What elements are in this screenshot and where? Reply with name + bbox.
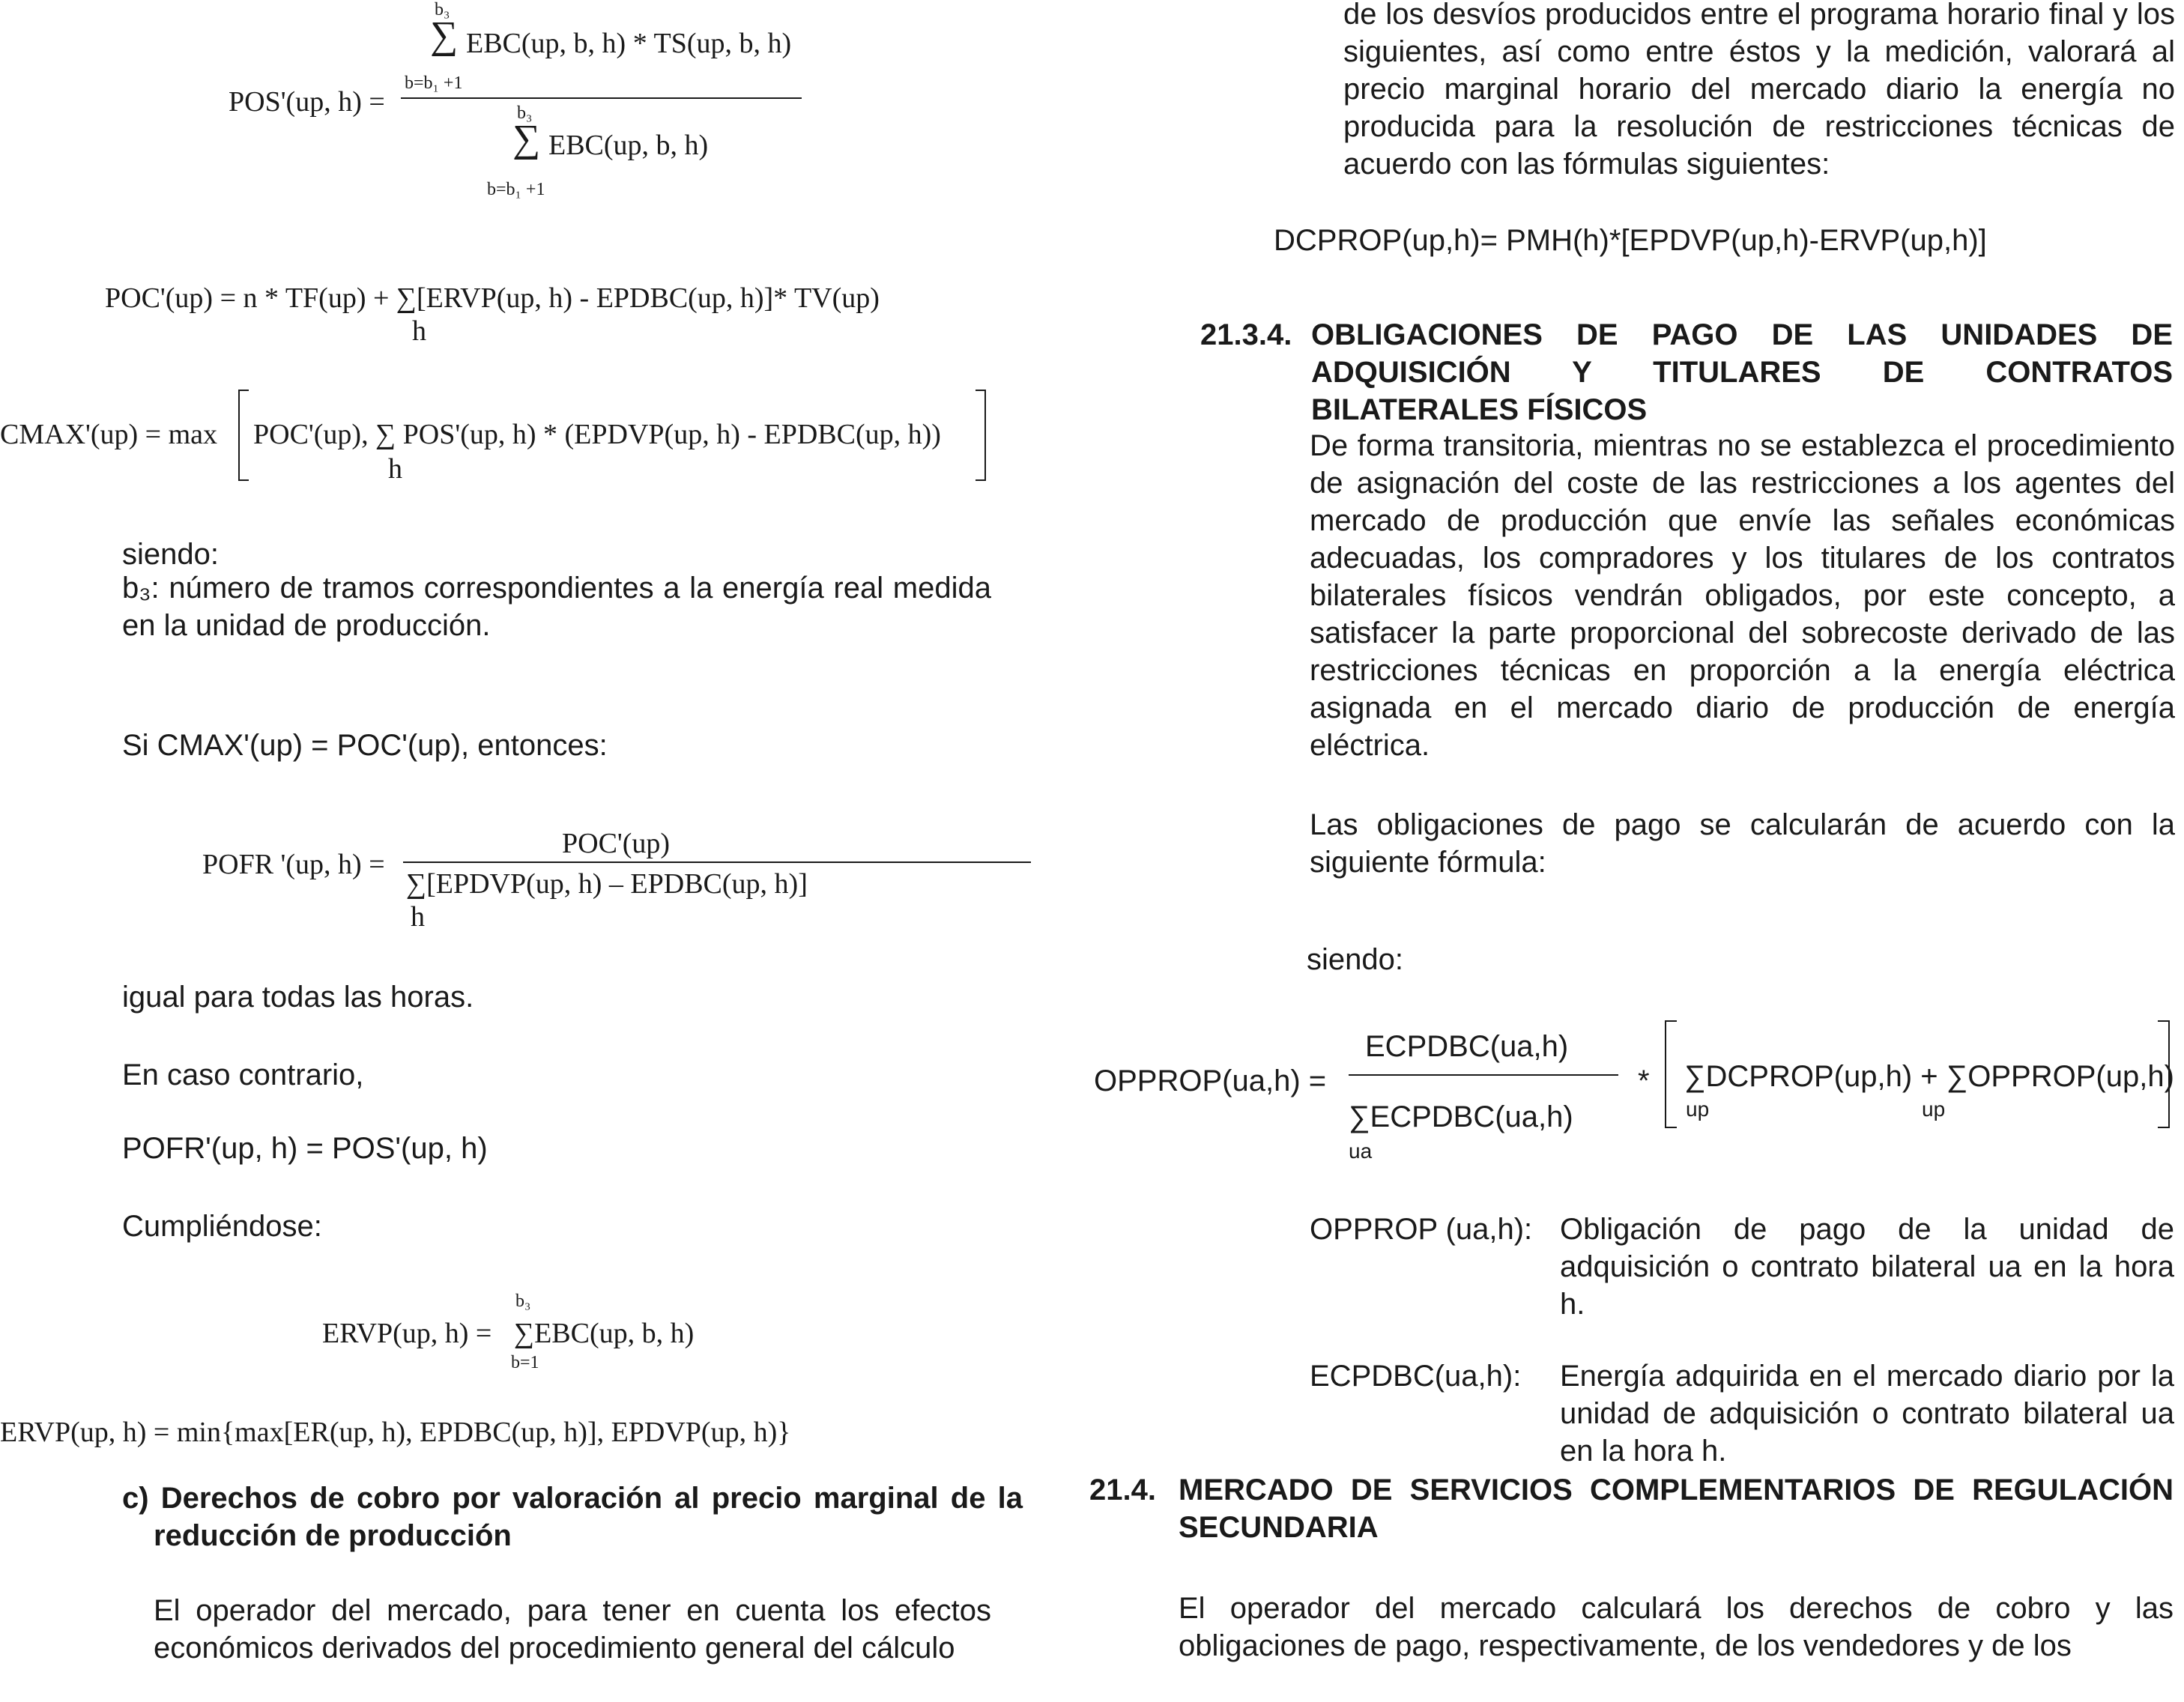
- opprop-lhs: OPPROP(ua,h) =: [1094, 1064, 1327, 1097]
- formula-opprop: [1094, 1020, 2180, 1170]
- right-siendo: siendo:: [1307, 943, 1403, 976]
- si-cmax-text: Si CMAX'(up) = POC'(up), entonces:: [122, 729, 608, 762]
- pos-den-expr: EBC(up, b, h): [548, 130, 709, 161]
- para-c: El operador del mercado, para tener en cuenta los efectos económicos derivados del procedimiento general del cálculo: [154, 1594, 991, 1665]
- pos-num-sigma: ∑: [430, 14, 459, 57]
- opprop-star: *: [1638, 1064, 1650, 1097]
- pos-den-lower: b=b₁ +1: [487, 180, 545, 199]
- opprop-den: ∑ECPDBC(ua,h): [1349, 1100, 1573, 1133]
- pofr-under: h: [411, 901, 425, 933]
- cmax-bracket-left: [238, 390, 249, 481]
- heading-21-3-4: OBLIGACIONES DE PAGO DE LAS UNIDADES DE ADQUISICIÓN Y TITULARES DE CONTRATOS BILATERALES FÍSICOS: [1311, 318, 2173, 426]
- igual-text: igual para todas las horas.: [122, 981, 474, 1014]
- opprop-under-2: up: [1922, 1097, 1946, 1121]
- ervp-sum-lower: b=1: [511, 1353, 539, 1372]
- opprop-term: ∑DCPROP(up,h) + ∑OPPROP(up,h): [1684, 1060, 2174, 1093]
- para-obligaciones: Las obligaciones de pago se calcularán de acuerdo con la siguiente fórmula:: [1310, 808, 2175, 879]
- opprop-den-under: ua: [1349, 1139, 1373, 1163]
- ervp-sum-upper: b₃: [515, 1291, 531, 1311]
- cmax-under: h: [388, 453, 402, 485]
- left-siendo: siendo:: [122, 538, 219, 571]
- opprop-bracket-right: [2158, 1020, 2170, 1128]
- pofr-fraction-line: [403, 861, 1031, 863]
- formula-dcprop: DCPROP(up,h)= PMH(h)*[EPDVP(up,h)-ERVP(up,h)]: [1274, 224, 1987, 257]
- para-transitoria: De forma transitoria, mientras no se establezca el procedimiento de asignación del coste de las restricciones a los agentes del mercado de producción que envíe las señales económicas adecuadas, los compradores y los titulares de los contratos bilaterales físicos vendrán obligados, por este concepto, a satisfacer la parte proporcional del sobrecoste derivado de las restricciones técnicas en proporción a la energía eléctrica asignada en el mercado diario de producción de energía eléctrica.: [1310, 429, 2175, 762]
- heading-c: c) Derechos de cobro por valoración al precio marginal de la reducción de producción: [122, 1482, 1023, 1552]
- opprop-fraction-line: [1349, 1074, 1618, 1076]
- heading-21-3-4-number: 21.3.4.: [1200, 318, 1292, 351]
- cmax-lhs: CMAX'(up) = max: [0, 419, 218, 450]
- para-21-4: El operador del mercado calculará los derechos de cobro y las obligaciones de pago, respectivamente, de los vendedores y de los: [1179, 1592, 2174, 1662]
- ervp-sum-expr: ∑EBC(up, b, h): [514, 1318, 695, 1349]
- right-para-top: de los desvíos producidos entre el programa horario final y los siguientes, así como entre éstos y la medición, valorará al precio marginal horario del mercado diario la energía no producida para la resolución de restricciones técnicas de acuerdo con las fórmulas siguientes:: [1343, 0, 2175, 181]
- heading-21-4: MERCADO DE SERVICIOS COMPLEMENTARIOS DE REGULACIÓN SECUNDARIA: [1179, 1474, 2174, 1544]
- pos-num-expr: EBC(up, b, h) * TS(up, b, h): [466, 28, 792, 59]
- poc-expr: POC'(up) = n * TF(up) + ∑[ERVP(up, h) - EPDBC(up, h)]* TV(up): [105, 282, 880, 314]
- formula-poc: [105, 282, 880, 348]
- pos-lhs: POS'(up, h) =: [229, 86, 385, 118]
- def-desc-opprop: Obligación de pago de la unidad de adquisición o contrato bilateral ua en la hora h.: [1560, 1213, 2174, 1321]
- pofr-equality: POFR'(up, h) = POS'(up, h): [122, 1132, 488, 1165]
- ervp-sum-lhs: ERVP(up, h) =: [322, 1318, 492, 1349]
- pos-fraction-line: [401, 97, 802, 99]
- pofr-den: ∑[EPDVP(up, h) – EPDBC(up, h)]: [406, 868, 808, 900]
- pofr-lhs: POFR '(up, h) =: [202, 849, 385, 880]
- def-desc-ecpdbc: Energía adquirida en el mercado diario por la unidad de adquisición o contrato bilateral ua en la hora h.: [1560, 1360, 2174, 1468]
- en-caso-text: En caso contrario,: [122, 1059, 364, 1091]
- b3-definition: b₃: número de tramos correspondientes a la energía real medida en la unidad de producción.: [122, 572, 991, 642]
- def-term-opprop: OPPROP (ua,h):: [1310, 1213, 1533, 1246]
- formula-pofr: [202, 824, 847, 936]
- formula-ervp-sum: [322, 1288, 772, 1378]
- formula-cmax: [0, 390, 989, 487]
- cmax-bracket-right: [975, 390, 986, 481]
- pos-num-lower: b=b₁ +1: [405, 73, 463, 93]
- def-term-ecpdbc: ECPDBC(ua,h):: [1310, 1360, 1522, 1393]
- poc-under: h: [412, 315, 426, 347]
- opprop-under-1: up: [1686, 1097, 1710, 1121]
- pos-den-sigma: ∑: [512, 118, 541, 160]
- heading-21-4-number: 21.4.: [1089, 1474, 1156, 1506]
- pos-num-upper: b₃: [435, 0, 450, 19]
- cumpliendose-text: Cumpliéndose:: [122, 1210, 322, 1243]
- cmax-body: POC'(up), ∑ POS'(up, h) * (EPDVP(up, h) - EPDBC(up, h)): [253, 419, 941, 450]
- pos-den-upper: b₃: [517, 103, 533, 123]
- formula-pos: [0, 0, 824, 210]
- formula-ervp-min: ERVP(up, h) = min{max[ER(up, h), EPDBC(up, h)], EPDVP(up, h)}: [0, 1417, 791, 1448]
- pofr-num: POC'(up): [562, 828, 671, 859]
- opprop-num: ECPDBC(ua,h): [1365, 1030, 1569, 1063]
